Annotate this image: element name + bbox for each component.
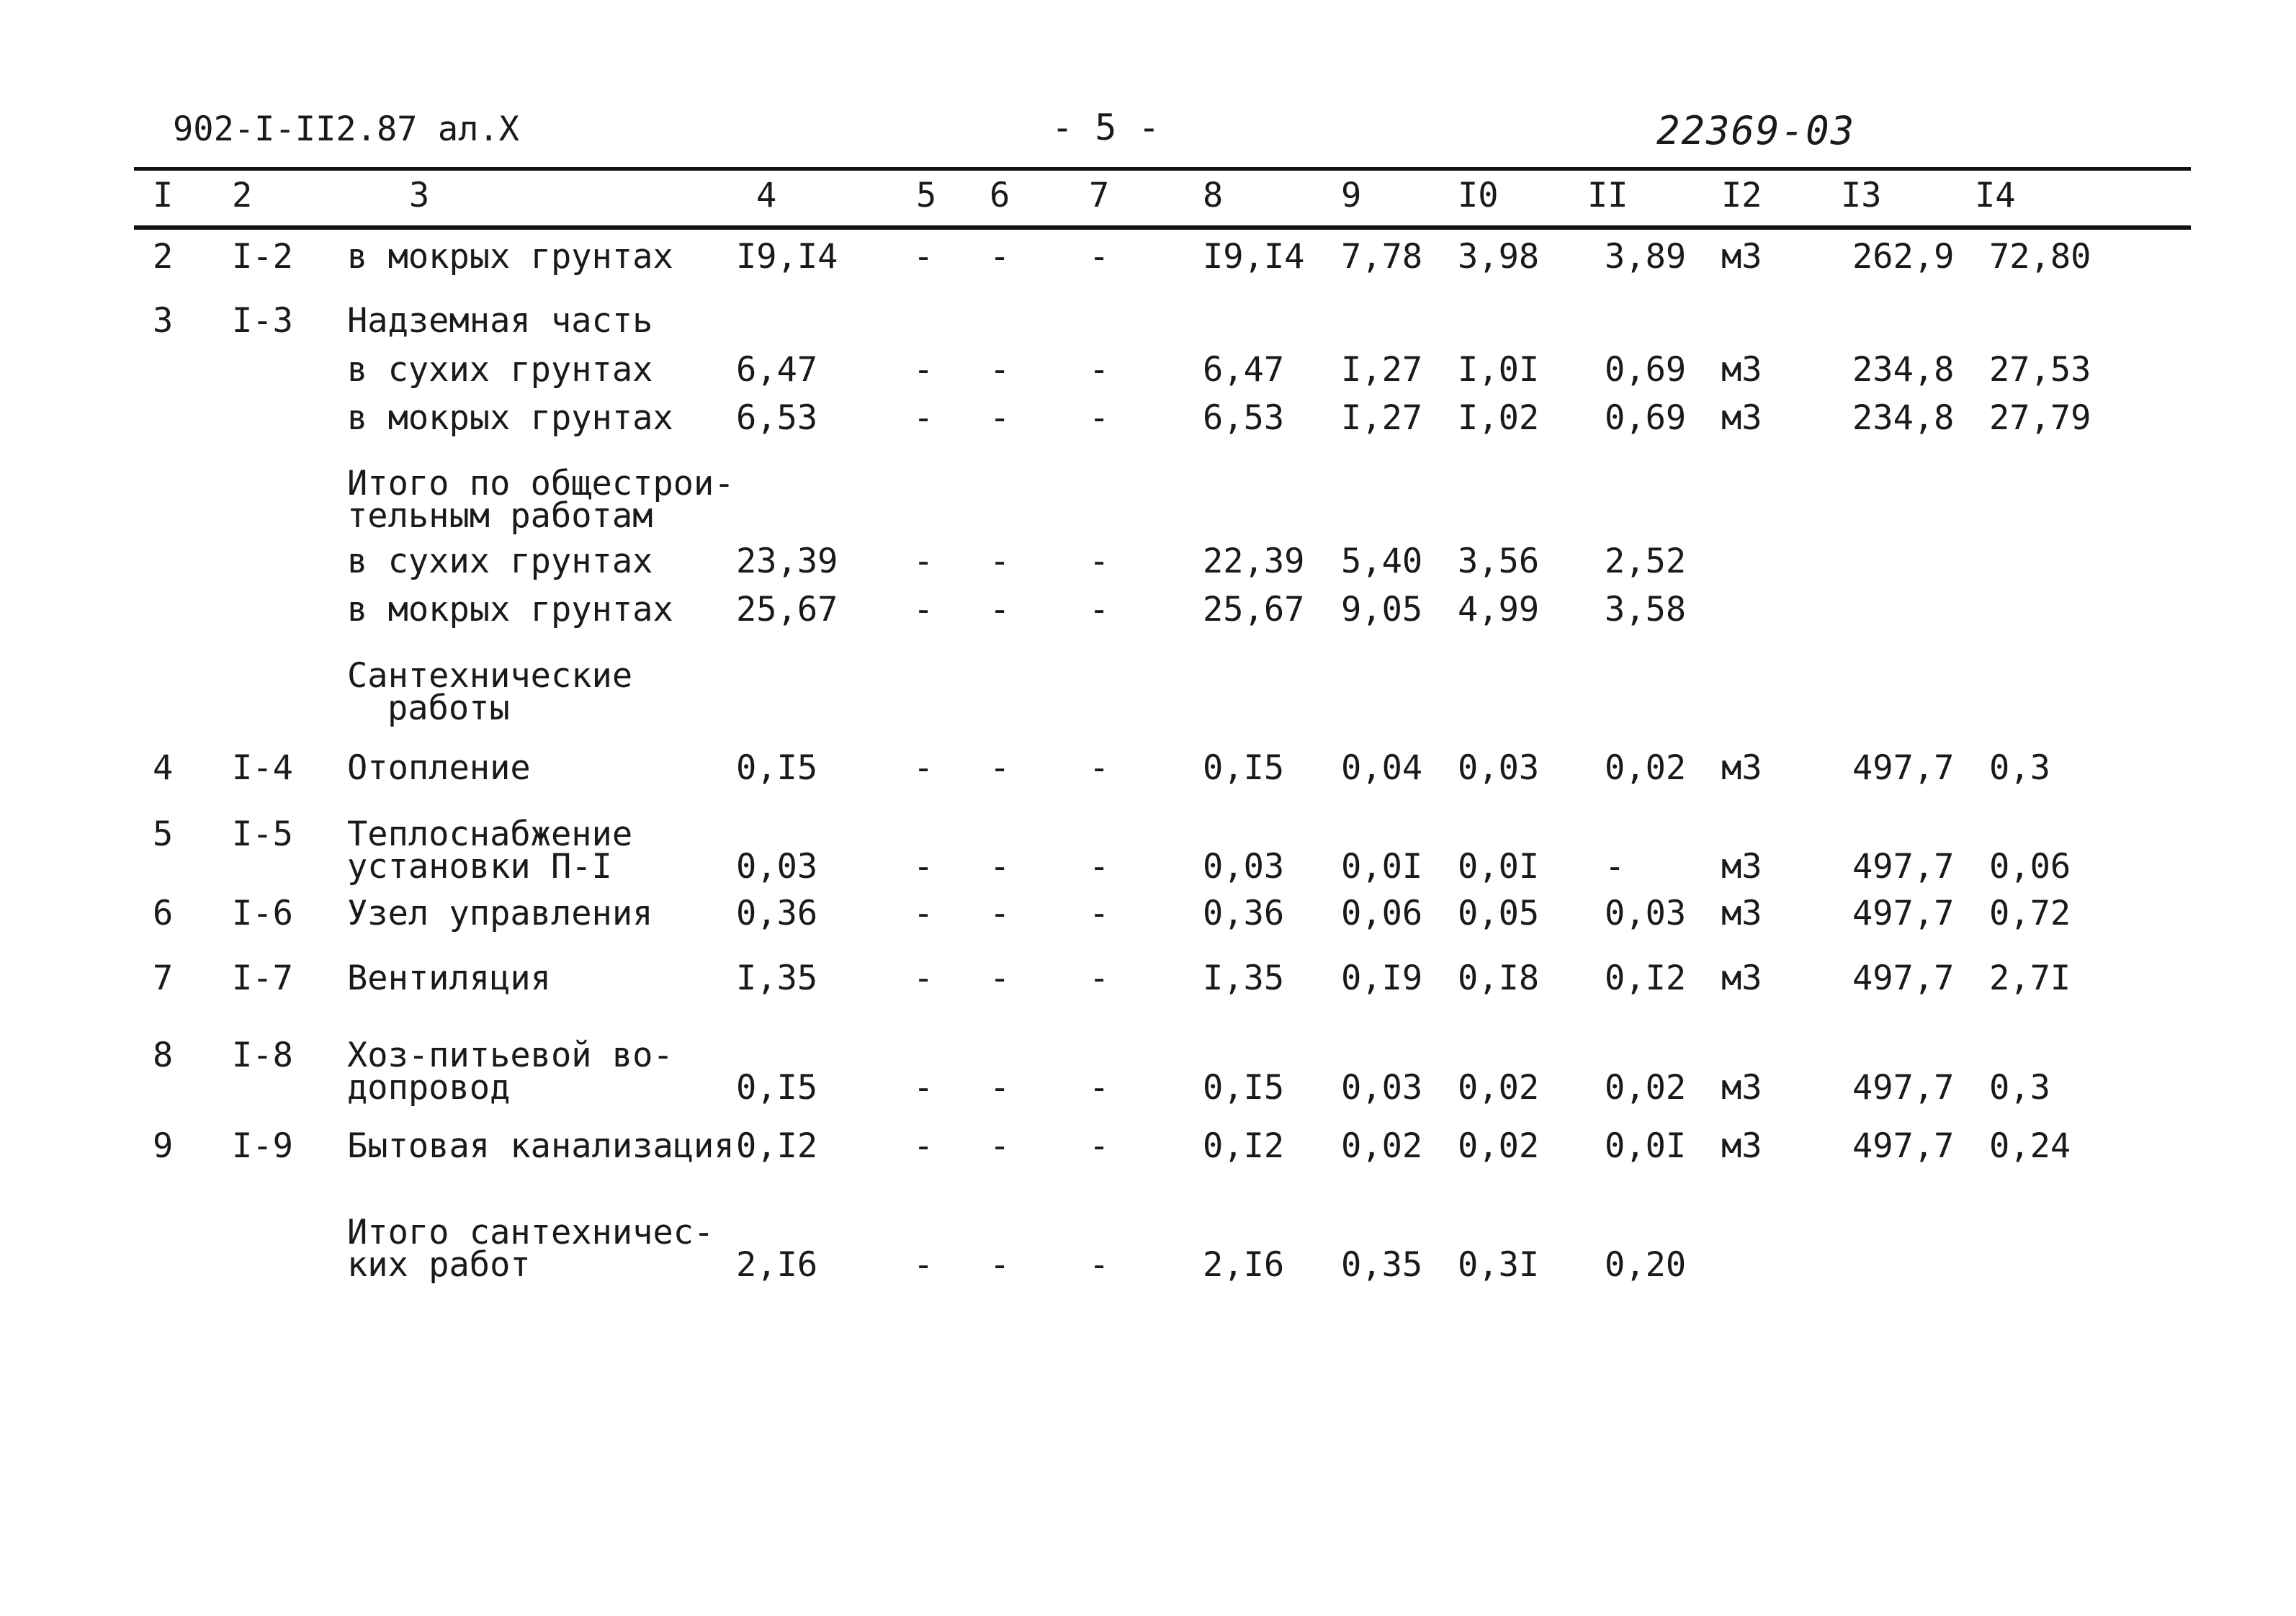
cell-c10: 0,05 <box>1458 894 1540 933</box>
row-name: в сухих грунтах <box>347 350 653 390</box>
cell-c14: 0,3 <box>1989 748 2050 788</box>
row-name: Теплоснабжение <box>347 814 633 854</box>
row-code: I-3 <box>232 301 293 341</box>
row-name: в сухих грунтах <box>347 542 653 581</box>
cell-c6: - <box>990 1126 1010 1166</box>
cell-c8: 6,53 <box>1203 398 1285 438</box>
cell-c8: 0,I2 <box>1203 1126 1285 1166</box>
cell-c8: 0,36 <box>1203 894 1285 933</box>
cell-c9: 0,03 <box>1341 1068 1423 1108</box>
cell-c13: 262,9 <box>1852 237 1955 277</box>
cell-c7: - <box>1089 350 1110 390</box>
cell-c6: - <box>990 590 1010 629</box>
cell-c9: I,27 <box>1341 350 1423 390</box>
cell-c8: 2,I6 <box>1203 1245 1285 1285</box>
cell-c13: 497,7 <box>1852 1126 1955 1166</box>
cell-c10: 0,I8 <box>1458 959 1540 998</box>
row-name: Отопление <box>347 748 531 788</box>
cell-c9: 9,05 <box>1341 590 1423 629</box>
row-name: Итого сантехничес- <box>347 1213 714 1252</box>
column-header: I0 <box>1458 176 1499 215</box>
header-rule <box>134 225 2191 230</box>
cell-c10: I,02 <box>1458 398 1540 438</box>
cell-c5: - <box>913 1068 934 1108</box>
row-code: I-6 <box>232 894 293 933</box>
cell-c11: 3,89 <box>1605 237 1687 277</box>
cell-c14: 0,3 <box>1989 1068 2050 1108</box>
row-name: Надземная часть <box>347 301 653 341</box>
doc-code: 902-I-II2.87 ал.X <box>173 109 520 149</box>
cell-c6: - <box>990 237 1010 277</box>
cell-c5: - <box>913 847 934 886</box>
row-number: 7 <box>153 959 174 998</box>
top-rule <box>134 167 2191 171</box>
column-header: 3 <box>409 176 430 215</box>
doc-number: 22369-03 <box>1656 108 1856 153</box>
cell-c5: - <box>913 590 934 629</box>
cell-c4: 23,39 <box>736 542 838 581</box>
cell-c5: - <box>913 894 934 933</box>
cell-c10: 0,3I <box>1458 1245 1540 1285</box>
row-name-line2: допровод <box>347 1068 511 1108</box>
cell-c5: - <box>913 398 934 438</box>
cell-c6: - <box>990 350 1010 390</box>
cell-c7: - <box>1089 237 1110 277</box>
page-number: - 5 - <box>1051 107 1160 148</box>
cell-c9: I,27 <box>1341 398 1423 438</box>
cell-c4: I9,I4 <box>736 237 838 277</box>
cell-c11: 0,0I <box>1605 1126 1687 1166</box>
cell-c12: м3 <box>1721 398 1762 438</box>
row-number: 3 <box>153 301 174 341</box>
cell-c7: - <box>1089 398 1110 438</box>
cell-c12: м3 <box>1721 1068 1762 1108</box>
row-code: I-9 <box>232 1126 293 1166</box>
cell-c11: 0,69 <box>1605 398 1687 438</box>
row-number: 2 <box>153 237 174 277</box>
cell-c10: 0,0I <box>1458 847 1540 886</box>
cell-c14: 0,24 <box>1989 1126 2071 1166</box>
cell-c9: 0,35 <box>1341 1245 1423 1285</box>
column-header: 2 <box>232 176 253 215</box>
cell-c14: 2,7I <box>1989 959 2071 998</box>
cell-c7: - <box>1089 1068 1110 1108</box>
column-header: II <box>1587 176 1628 215</box>
cell-c12: м3 <box>1721 847 1762 886</box>
cell-c6: - <box>990 748 1010 788</box>
cell-c8: I,35 <box>1203 959 1285 998</box>
row-number: 9 <box>153 1126 174 1166</box>
cell-c10: I,0I <box>1458 350 1540 390</box>
row-name: Бытовая канализация <box>347 1126 735 1166</box>
cell-c6: - <box>990 542 1010 581</box>
cell-c8: I9,I4 <box>1203 237 1305 277</box>
row-code: I-4 <box>232 748 293 788</box>
row-code: I-2 <box>232 237 293 277</box>
cell-c12: м3 <box>1721 1126 1762 1166</box>
column-header: 6 <box>990 176 1010 215</box>
cell-c7: - <box>1089 894 1110 933</box>
cell-c13: 497,7 <box>1852 894 1955 933</box>
row-code: I-8 <box>232 1036 293 1075</box>
cell-c11: 2,52 <box>1605 542 1687 581</box>
cell-c5: - <box>913 350 934 390</box>
cell-c13: 234,8 <box>1852 398 1955 438</box>
row-name: Узел управления <box>347 894 653 933</box>
cell-c10: 0,02 <box>1458 1068 1540 1108</box>
cell-c12: м3 <box>1721 894 1762 933</box>
row-name: Хоз-питьевой во- <box>347 1036 673 1075</box>
cell-c11: 0,02 <box>1605 748 1687 788</box>
cell-c11: 0,I2 <box>1605 959 1687 998</box>
cell-c4: 0,03 <box>736 847 818 886</box>
cell-c6: - <box>990 1068 1010 1108</box>
column-header: 5 <box>916 176 937 215</box>
cell-c13: 497,7 <box>1852 1068 1955 1108</box>
cell-c6: - <box>990 894 1010 933</box>
cell-c7: - <box>1089 847 1110 886</box>
column-header: 9 <box>1341 176 1362 215</box>
cell-c4: 0,36 <box>736 894 818 933</box>
cell-c11: 3,58 <box>1605 590 1687 629</box>
cell-c11: 0,20 <box>1605 1245 1687 1285</box>
cell-c5: - <box>913 959 934 998</box>
cell-c4: 0,I5 <box>736 748 818 788</box>
cell-c6: - <box>990 1245 1010 1285</box>
row-number: 6 <box>153 894 174 933</box>
cell-c5: - <box>913 237 934 277</box>
cell-c10: 0,03 <box>1458 748 1540 788</box>
cell-c9: 0,I9 <box>1341 959 1423 998</box>
cell-c4: 0,I5 <box>736 1068 818 1108</box>
cell-c7: - <box>1089 1126 1110 1166</box>
row-name: Итого по общестрои- <box>347 464 735 503</box>
cell-c11: 0,02 <box>1605 1068 1687 1108</box>
cell-c11: 0,69 <box>1605 350 1687 390</box>
row-name: в мокрых грунтах <box>347 398 673 438</box>
cell-c10: 0,02 <box>1458 1126 1540 1166</box>
cell-c8: 0,I5 <box>1203 748 1285 788</box>
cell-c14: 0,06 <box>1989 847 2071 886</box>
cell-c4: I,35 <box>736 959 818 998</box>
row-name: Вентиляция <box>347 959 551 998</box>
cell-c9: 0,04 <box>1341 748 1423 788</box>
cell-c12: м3 <box>1721 959 1762 998</box>
row-name: Сантехнические <box>347 656 633 696</box>
cell-c5: - <box>913 748 934 788</box>
cell-c12: м3 <box>1721 350 1762 390</box>
cell-c8: 0,03 <box>1203 847 1285 886</box>
cell-c14: 27,53 <box>1989 350 2091 390</box>
cell-c4: 25,67 <box>736 590 838 629</box>
column-header: 4 <box>756 176 777 215</box>
cell-c14: 72,80 <box>1989 237 2091 277</box>
row-code: I-5 <box>232 814 293 854</box>
cell-c11: 0,03 <box>1605 894 1687 933</box>
row-name-line2: установки П-I <box>347 847 612 886</box>
row-number: 8 <box>153 1036 174 1075</box>
column-header: I2 <box>1721 176 1762 215</box>
cell-c4: 6,53 <box>736 398 818 438</box>
cell-c5: - <box>913 1245 934 1285</box>
cell-c12: м3 <box>1721 748 1762 788</box>
cell-c4: 6,47 <box>736 350 818 390</box>
cell-c13: 497,7 <box>1852 748 1955 788</box>
cell-c10: 4,99 <box>1458 590 1540 629</box>
cell-c10: 3,56 <box>1458 542 1540 581</box>
cell-c13: 497,7 <box>1852 959 1955 998</box>
cell-c7: - <box>1089 590 1110 629</box>
cell-c4: 2,I6 <box>736 1245 818 1285</box>
cell-c11: - <box>1605 847 1625 886</box>
row-name: в мокрых грунтах <box>347 590 673 629</box>
row-name-line2: тельным работам <box>347 496 653 536</box>
cell-c8: 6,47 <box>1203 350 1285 390</box>
cell-c9: 0,02 <box>1341 1126 1423 1166</box>
row-code: I-7 <box>232 959 293 998</box>
cell-c8: 22,39 <box>1203 542 1305 581</box>
cell-c10: 3,98 <box>1458 237 1540 277</box>
row-name-line2: работы <box>387 688 510 728</box>
column-header: 8 <box>1203 176 1224 215</box>
row-number: 4 <box>153 748 174 788</box>
cell-c13: 497,7 <box>1852 847 1955 886</box>
cell-c9: 7,78 <box>1341 237 1423 277</box>
cell-c13: 234,8 <box>1852 350 1955 390</box>
cell-c5: - <box>913 542 934 581</box>
column-header: I3 <box>1841 176 1882 215</box>
cell-c6: - <box>990 959 1010 998</box>
cell-c7: - <box>1089 959 1110 998</box>
cell-c7: - <box>1089 748 1110 788</box>
column-header: I4 <box>1975 176 2016 215</box>
cell-c7: - <box>1089 1245 1110 1285</box>
cell-c4: 0,I2 <box>736 1126 818 1166</box>
cell-c9: 0,06 <box>1341 894 1423 933</box>
cell-c14: 27,79 <box>1989 398 2091 438</box>
cell-c5: - <box>913 1126 934 1166</box>
row-name-line2: ких работ <box>347 1245 531 1285</box>
column-header: I <box>153 176 174 215</box>
cell-c8: 0,I5 <box>1203 1068 1285 1108</box>
cell-c6: - <box>990 398 1010 438</box>
cell-c14: 0,72 <box>1989 894 2071 933</box>
row-number: 5 <box>153 814 174 854</box>
cell-c12: м3 <box>1721 237 1762 277</box>
cell-c8: 25,67 <box>1203 590 1305 629</box>
cell-c9: 5,40 <box>1341 542 1423 581</box>
cell-c6: - <box>990 847 1010 886</box>
column-header: 7 <box>1089 176 1110 215</box>
row-name: в мокрых грунтах <box>347 237 673 277</box>
cell-c9: 0,0I <box>1341 847 1423 886</box>
cell-c7: - <box>1089 542 1110 581</box>
